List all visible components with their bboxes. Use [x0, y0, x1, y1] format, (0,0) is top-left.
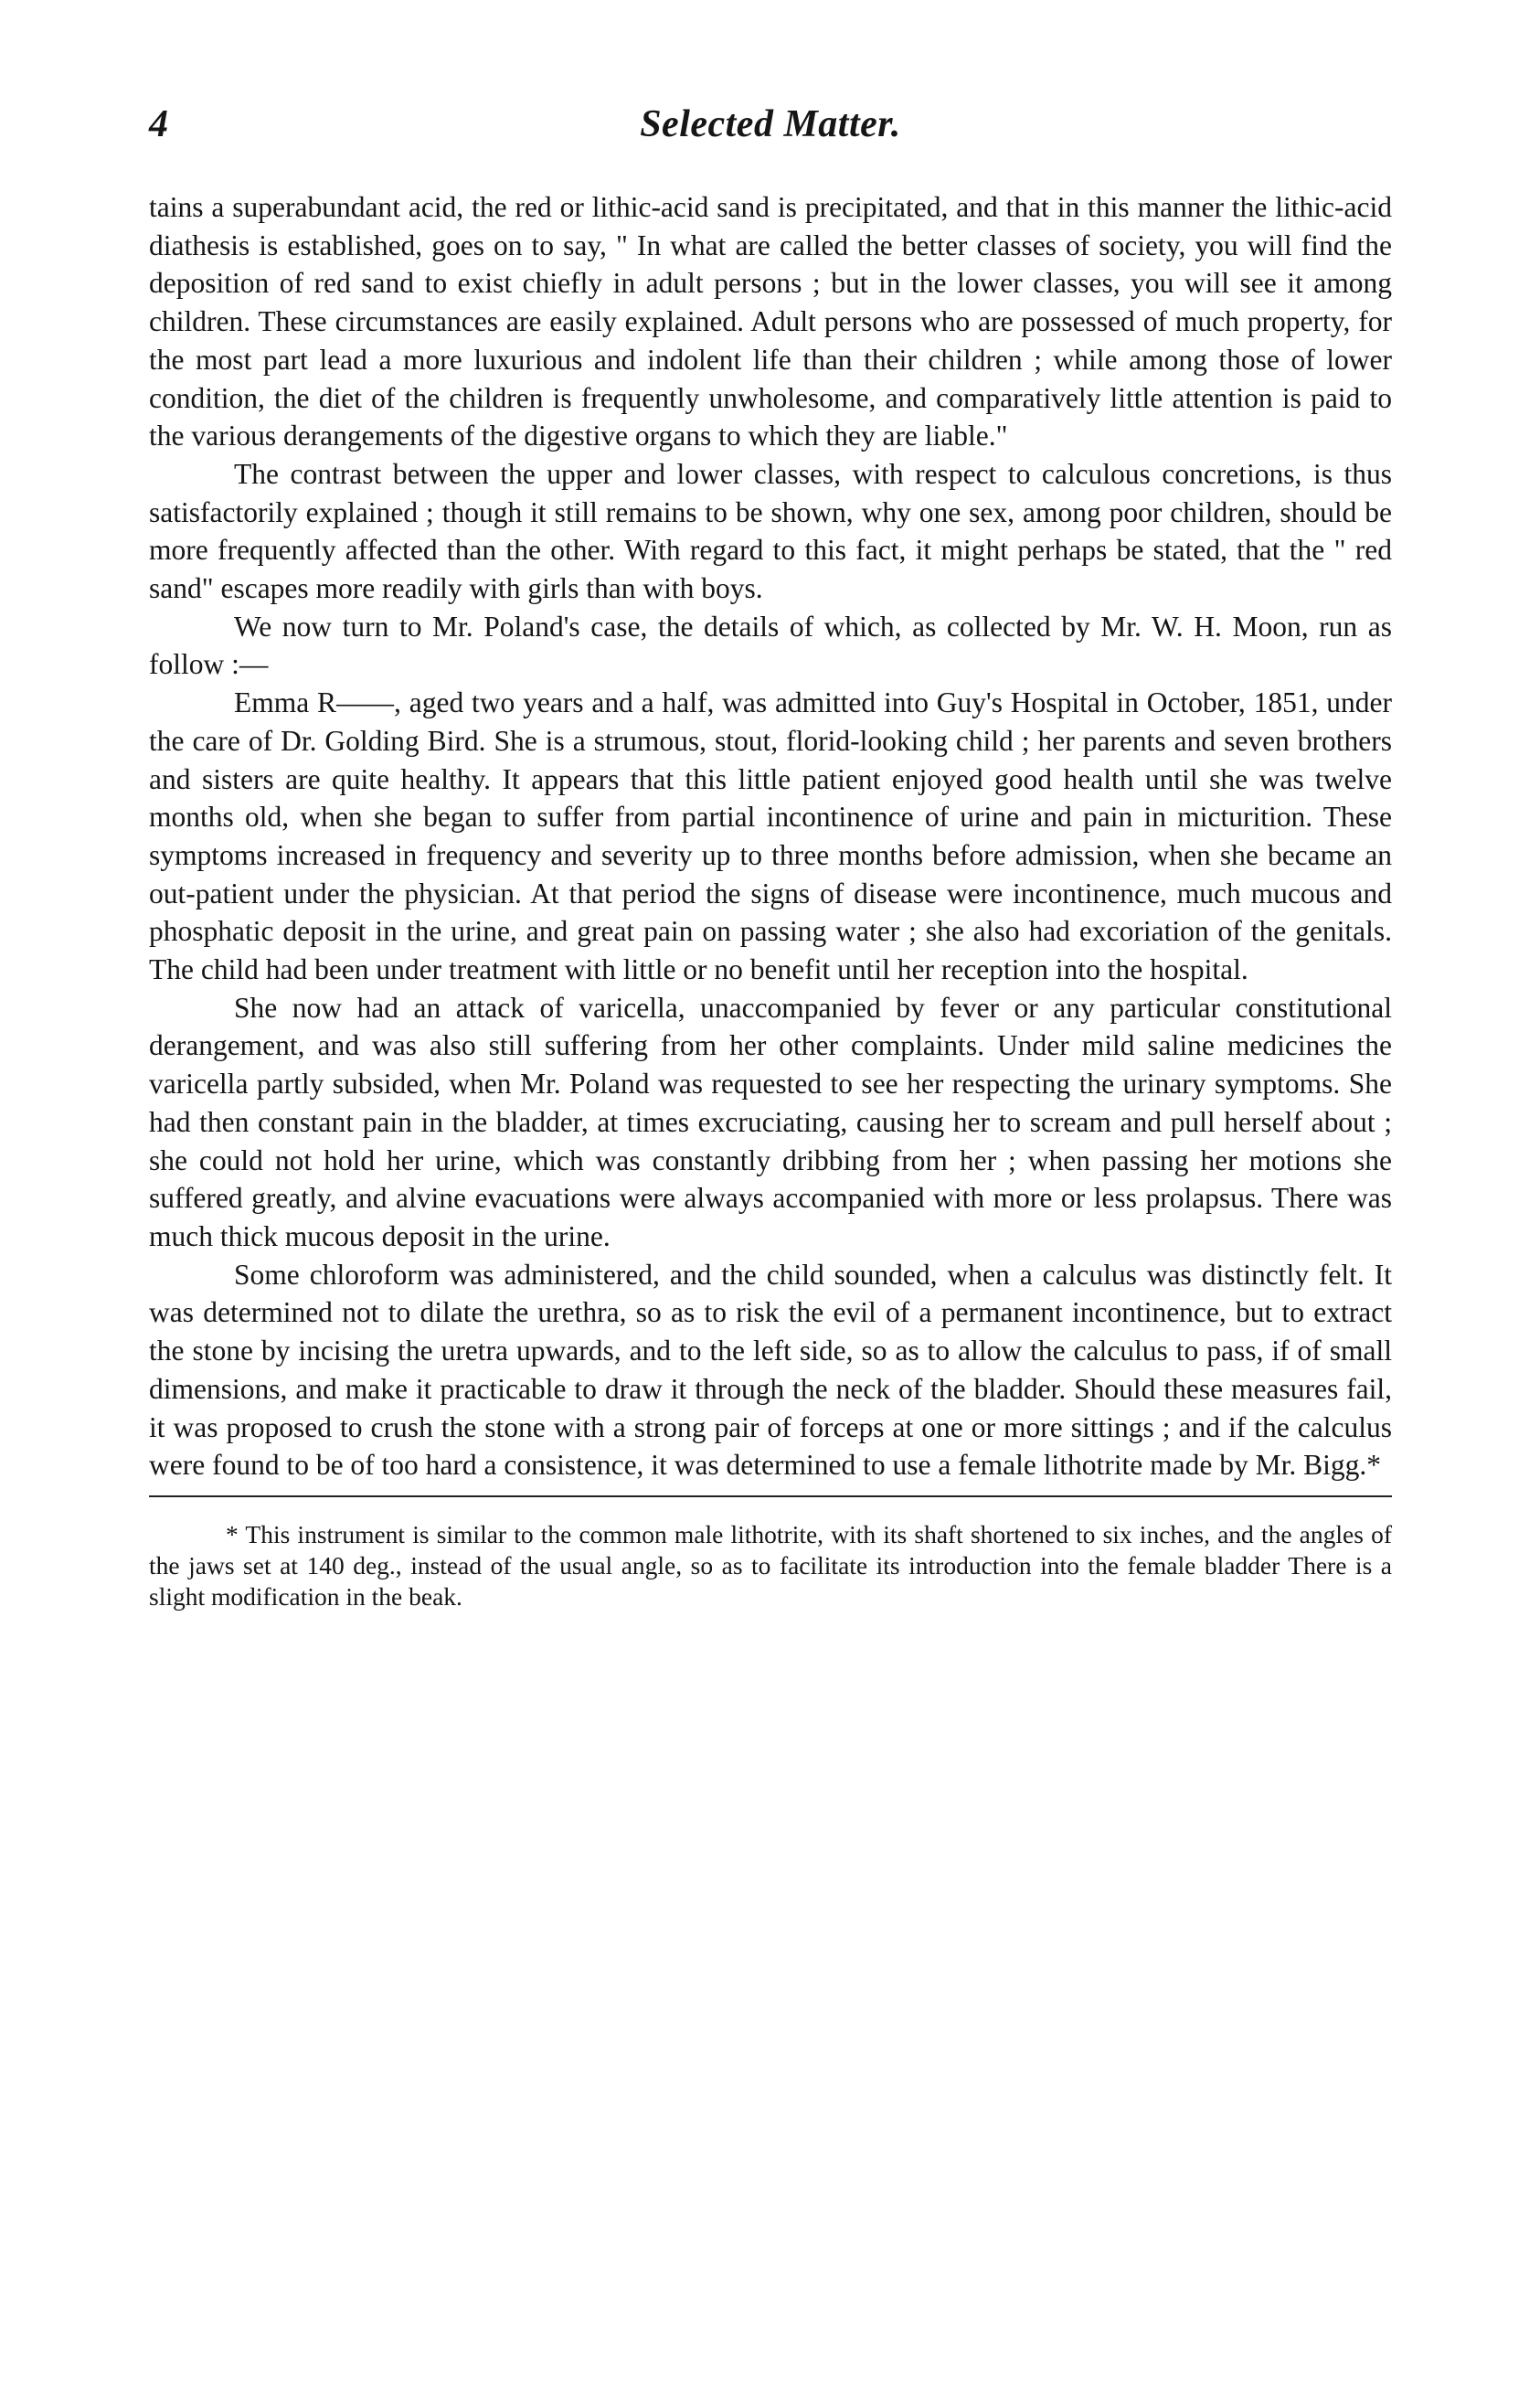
footnote-text: * This instrument is similar to the common male lithotrite, with its shaft shortened to six inches, and the angles of the jaws set at 140 deg., instead of the usual angle, so as to facilitate its introduction into the female bladder There is a slight modification in the beak.: [149, 1519, 1392, 1611]
paragraph-continued: tains a superabundant acid, the red or lithic-acid sand is precipitated, and that in this manner the lithic-acid diathesis is established, goes on to say, " In what are called the better classes of society, you will find the deposition of red sand to exist chiefly in adult persons ; but in the lower classes, you will see it among children. These circumstances are easily explained. Adult persons who are possessed of much property, for the most part lead a more luxurious and indolent life than their children ; while among those of lower condition, the diet of the children is frequently unwholesome, and comparatively little attention is paid to the various derangements of the digestive organs to which they are liable.": [149, 191, 1392, 452]
paragraph-contrast: The contrast between the upper and lower classes, with respect to calculous concretions, is thus satisfactorily explained ; though it still remains to be shown, why one sex, among poor children, should be more frequently affected than the other. With regard to this fact, it might perhaps be stated, that the " red sand" escapes more readily with girls than with boys.: [149, 457, 1392, 605]
page-header: [149, 102, 1392, 166]
footnote: [149, 1519, 1392, 1612]
book-page: [149, 102, 1392, 1612]
body-text: [149, 188, 1392, 1484]
paragraph-case-intro: We now turn to Mr. Poland's case, the details of which, as collected by Mr. W. H. Moon, run as follow :—: [149, 610, 1392, 681]
paragraph-patient-history: Emma R——, aged two years and a half, was admitted into Guy's Hospital in October, 1851, under the care of Dr. Golding Bird. She is a strumous, stout, florid-looking child ; her parents and seven brothers and sisters are quite healthy. It appears that this little patient enjoyed good health until she was twelve months old, when she began to suffer from partial incontinence of urine and pain in micturition. These symptoms increased in frequency and severity up to three months before admission, when she became an out-patient under the physician. At that period the signs of disease were incontinence, much mucous and phosphatic deposit in the urine, and great pain on passing water ; she also had excoriation of the genitals. The child had been under treatment with little or no benefit until her reception into the hospital.: [149, 686, 1392, 986]
running-title: Selected Matter.: [640, 103, 901, 145]
paragraph-varicella: She now had an attack of varicella, unaccompanied by fever or any particular constitutional derangement, and was also still suffering from her other complaints. Under mild saline medicines the varicella partly subsided, when Mr. Poland was requested to see her respecting the urinary symptoms. She had then constant pain in the bladder, at times excruciating, causing her to scream and pull herself about ; she could not hold her urine, which was constantly dribbing from her ; when passing her motions she suffered greatly, and alvine evacuations were always accompanied with more or less prolapsus. There was much thick mucous deposit in the urine.: [149, 991, 1392, 1252]
page-number: 4: [149, 103, 168, 145]
paragraph-chloroform: Some chloroform was administered, and the child sounded, when a calculus was distinctly felt. It was determined not to dilate the urethra, so as to risk the evil of a permanent incontinence, but to extract the stone by incising the uretra upwards, and to the left side, so as to allow the calculus to pass, if of small dimensions, and make it practicable to draw it through the neck of the bladder. Should these measures fail, it was proposed to crush the stone with a strong pair of forceps at one or more sittings ; and if the calculus were found to be of too hard a consistence, it was determined to use a female lithotrite made by Mr. Bigg.*: [149, 1258, 1392, 1482]
footnote-divider: [149, 1495, 1392, 1497]
